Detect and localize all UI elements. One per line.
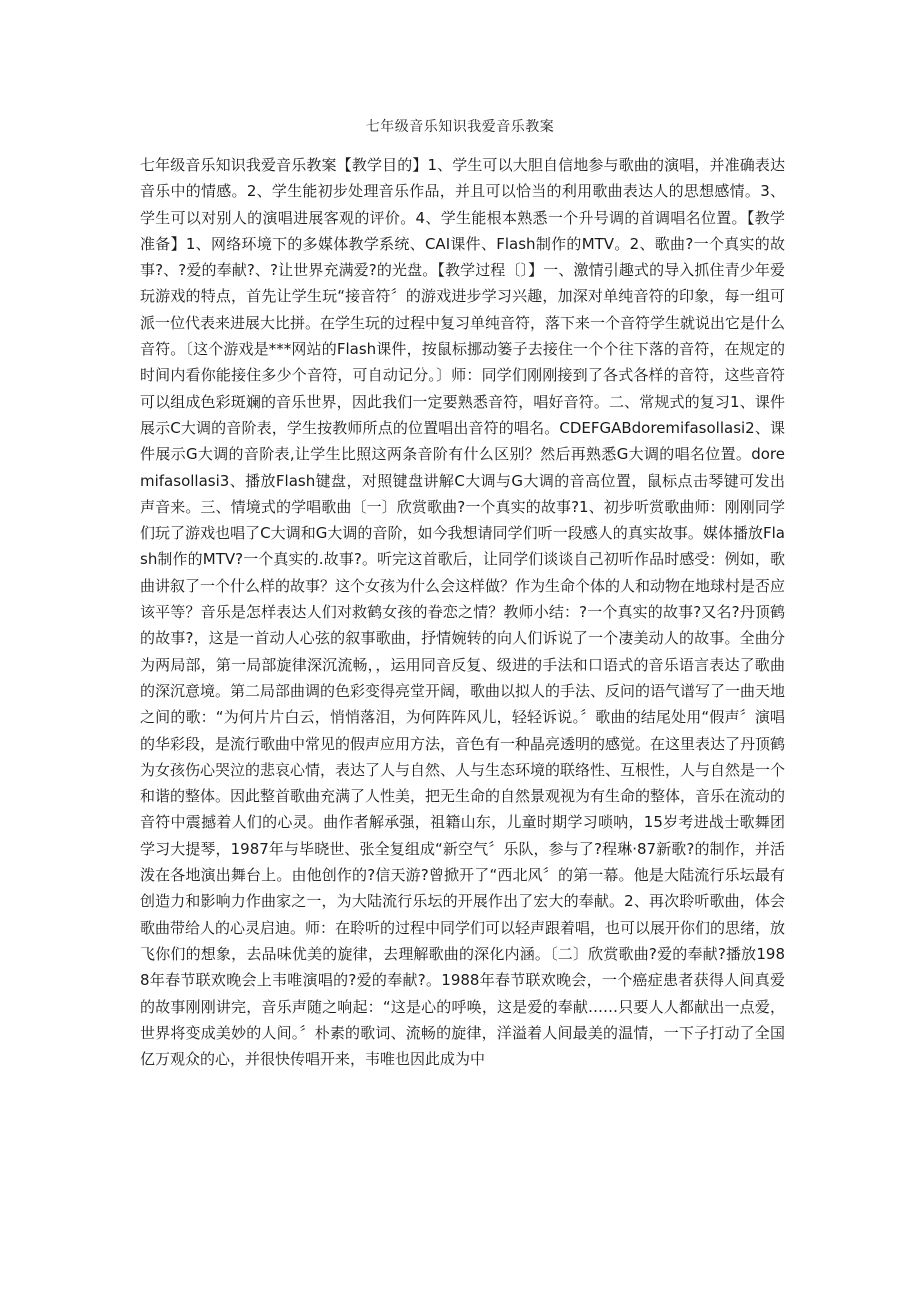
document-title: 七年级音乐知识我爱音乐教案 xyxy=(365,119,555,135)
document-body-text: 七年级音乐知识我爱音乐教案【教学目的】1、学生可以大胆自信地参与歌曲的演唱，并准确表达音乐中的情感。2、学生能初步处理音乐作品，并且可以恰当的利用歌曲表达人的思想感情。3、学生可以对别人的演唱进展客观的评价。4、学生能根本熟悉一个升号调的首调唱名位置。【教学准备】1、网络环境下的多媒体教学系统、CAI课件、Flash制作的MTV。2、歌曲?一个真实的故事?、?爱的奉献?、?让世界充满爱?的光盘。【教学过程〔〕】一、激情引趣式的导入抓住青少年爱玩游戏的特点，首先让学生玩“接音符〞的游戏进步学习兴趣，加深对单纯音符的印象，每一组可派一位代表来进展大比拼。在学生玩的过程中复习单纯音符，落下来一个音符学生就说出它是什么音符。〔这个游戏是***网站的Flash课件，按鼠标挪动篓子去接住一个个往下落的音符，在规定的时间内看你能接住多少个音符，可自动记分。〕师：同学们刚刚接到了各式各样的音符，这些音符可以组成色彩斑斓的音乐世界，因此我们一定要熟悉音符，唱好音符。二、常规式的复习1、课件展示C大调的音阶表，学生按教师所点的位置唱出音符的唱名。CDEFGABdoremifasollasi2、课件展示G大调的音阶表,让学生比照这两条音阶有什么区别？然后再熟悉G大调的唱名位置。doremifasollasi3、播放Flash键盘，对照键盘讲解C大调与G大调的音高位置，鼠标点击琴键可发出声音来。三、情境式的学唱歌曲〔一〕欣赏歌曲?一个真实的故事?1、初步听赏歌曲师：刚刚同学们玩了游戏也唱了C大调和G大调的音阶，如今我想请同学们听一段感人的真实故事。媒体播放Flash制作的MTV?一个真实的.故事?。听完这首歌后，让同学们谈谈自己初听作品时感受：例如，歌曲讲叙了一个什么样的故事？这个女孩为什么会这样做？作为生命个体的人和动物在地球村是否应该平等？音乐是怎样表达人们对救鹤女孩的眷恋之情？教师小结：?一个真实的故事?又名?丹顶鹤的故事?，这是一首动人心弦的叙事歌曲，抒情婉转的向人们诉说了一个凄美动人的故事。全曲分为两局部，第一局部旋律深沉流畅，，运用同音反复、级进的手法和口语式的音乐语言表达了歌曲的深沉意境。第二局部曲调的色彩变得亮堂开阔，歌曲以拟人的手法、反问的语气谱写了一曲天地之间的歌：“为何片片白云，悄悄落泪，为何阵阵风儿，轻轻诉说。〞歌曲的结尾处用“假声〞演唱的华彩段，是流行歌曲中常见的假声应用方法，音色有一种晶亮透明的感觉。在这里表达了丹顶鹤为女孩伤心哭泣的悲哀心情，表达了人与自然、人与生态环境的联络性、互根性，人与自然是一个和谐的整体。因此整首歌曲充满了人性美，把无生命的自然景观视为有生命的整体，音乐在流动的音符中震撼着人们的心灵。曲作者解承强，祖籍山东，儿童时期学习唢呐，15岁考进战士歌舞团学习大提琴，1987年与毕晓世、张全复组成“新空气〞乐队，参与了?程琳·87新歌?的制作，并活泼在各地演出舞台上。由他创作的?信天游?曾掀开了“西北风〞的第一幕。他是大陆流行乐坛最有创造力和影响力作曲家之一，为大陆流行乐坛的开展作出了宏大的奉献。2、再次聆听歌曲，体会歌曲带给人的心灵启迪。师：在聆听的过程中同学们可以轻声跟着唱，也可以展开你们的思绪，放飞你们的想象，去品味优美的旋律，去理解歌曲的深化内涵。〔二〕欣赏歌曲?爱的奉献?播放1988年春节联欢晚会上韦唯演唱的?爱的奉献?。1988年春节联欢晚会，一个癌症患者获得人间真爱的故事刚刚讲完，音乐声随之响起：“这是心的呼唤，这是爱的奉献……只要人人都献出一点爱，世界将变成美妙的人间。〞朴素的歌词、流畅的旋律，洋溢着人间最美的温情，一下子打动了全国亿万观众的心，并很快传唱开来，韦唯也因此成为中 xyxy=(140,156,786,1069)
